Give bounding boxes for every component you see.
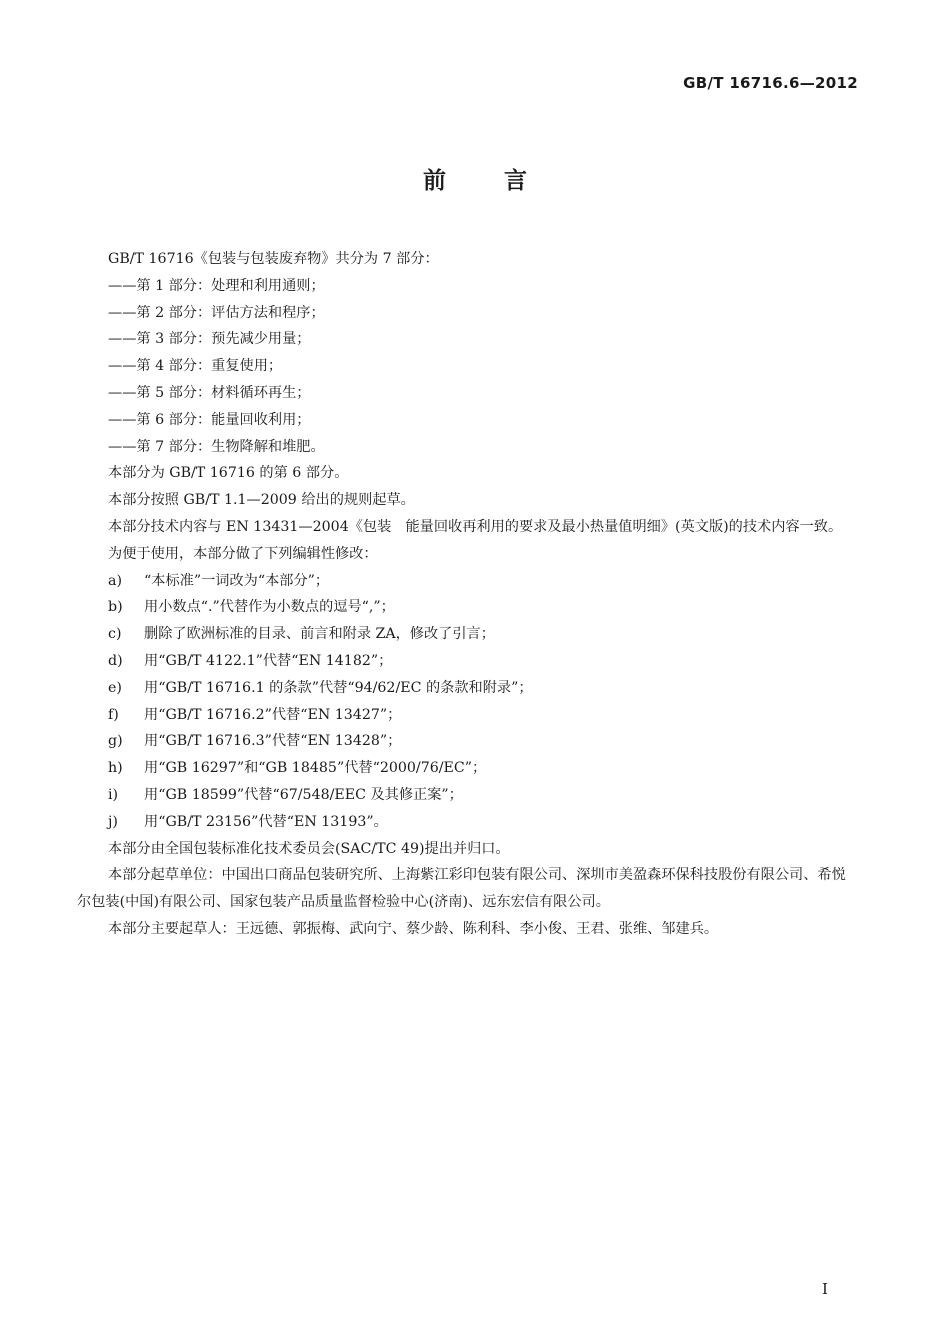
item-label: h) (108, 760, 123, 777)
page-number: I (822, 1280, 828, 1298)
modification-item (77, 648, 859, 675)
modification-item (77, 782, 859, 809)
paragraph-equivalence: 本部分技术内容与 EN 13431—2004《包装 能量回收再利用的要求及最小热量值明细》(英文版)的技术内容一致。 (108, 518, 843, 535)
part-list-item: ——第 5 部分：材料循环再生； (108, 384, 311, 401)
paragraph-drafting-units: 本部分起草单位：中国出口商品包装研究所、上海紫江彩印包装有限公司、深圳市美盈森环保科技股份有限公司、希悦尔包装(中国)有限公司、国家包装产品质量监督检验中心(济南)、远东宏信有限公司。 (77, 867, 846, 911)
modification-item (77, 755, 859, 782)
paragraph-part-number: 本部分为 GB/T 16716 的第 6 部分。 (108, 465, 349, 482)
item-label: e) (108, 679, 122, 696)
paragraph-modifications-intro: 为便于使用，本部分做了下列编辑性修改： (108, 545, 378, 562)
paragraph-drafting-rules: 本部分按照 GB/T 1.1—2009 给出的规则起草。 (108, 492, 415, 509)
item-text: 用“GB 18599”代替“67/548/EEC 及其修正案”； (144, 786, 463, 803)
part-list-item: ——第 6 部分：能量回收利用； (108, 411, 311, 428)
item-label: j) (108, 813, 118, 830)
modification-item (77, 702, 859, 729)
intro-paragraph: GB/T 16716《包装与包装废弃物》共分为 7 部分： (108, 251, 439, 267)
item-text: 用“GB/T 16716.1 的条款”代替“94/62/EC 的条款和附录”； (144, 679, 533, 696)
part-list-item: ——第 3 部分：预先减少用量； (108, 331, 311, 348)
part-list-item: ——第 4 部分：重复使用； (108, 358, 283, 375)
item-text: 用“GB 16297”和“GB 18485”代替“2000/76/EC”； (144, 760, 487, 777)
paragraph-drafters: 本部分主要起草人：王远德、郭振梅、武向宁、蔡少龄、陈利科、李小俊、王君、张维、邹建兵。 (108, 920, 719, 937)
part-list-item: ——第 7 部分：生物降解和堆肥。 (108, 438, 325, 455)
item-label: d) (108, 652, 123, 669)
item-text: 删除了欧洲标准的目录、前言和附录 ZA，修改了引言； (144, 626, 495, 643)
foreword-body (77, 246, 859, 943)
standard-number: GB/T 16716.6—2012 (683, 74, 858, 92)
item-text: 用“GB/T 16716.3”代替“EN 13428”； (144, 733, 402, 750)
item-label: a) (108, 572, 122, 589)
item-text: 用“GB/T 4122.1”代替“EN 14182”； (144, 652, 393, 669)
modification-item (77, 728, 859, 755)
item-label: c) (108, 626, 122, 643)
item-label: i) (108, 786, 119, 803)
item-text: “本标准”一词改为“本部分”； (144, 572, 330, 589)
item-label: f) (108, 706, 119, 723)
modification-item (77, 621, 859, 648)
part-list-item: ——第 2 部分：评估方法和程序； (108, 304, 325, 321)
modification-item (77, 594, 859, 621)
item-text: 用小数点“.”代替作为小数点的逗号“,”； (144, 599, 395, 616)
modification-item (77, 568, 859, 595)
page-title: 前言 (423, 168, 585, 194)
modification-item (77, 675, 859, 702)
item-label: b) (108, 599, 123, 616)
item-text: 用“GB/T 23156”代替“EN 13193”。 (144, 813, 388, 830)
item-text: 用“GB/T 16716.2”代替“EN 13427”； (144, 706, 402, 723)
paragraph-proposer: 本部分由全国包装标准化技术委员会(SAC/TC 49)提出并归口。 (108, 840, 510, 857)
item-label: g) (108, 733, 123, 750)
part-list-item: ——第 1 部分：处理和利用通则； (108, 277, 325, 294)
modification-item (77, 809, 859, 836)
